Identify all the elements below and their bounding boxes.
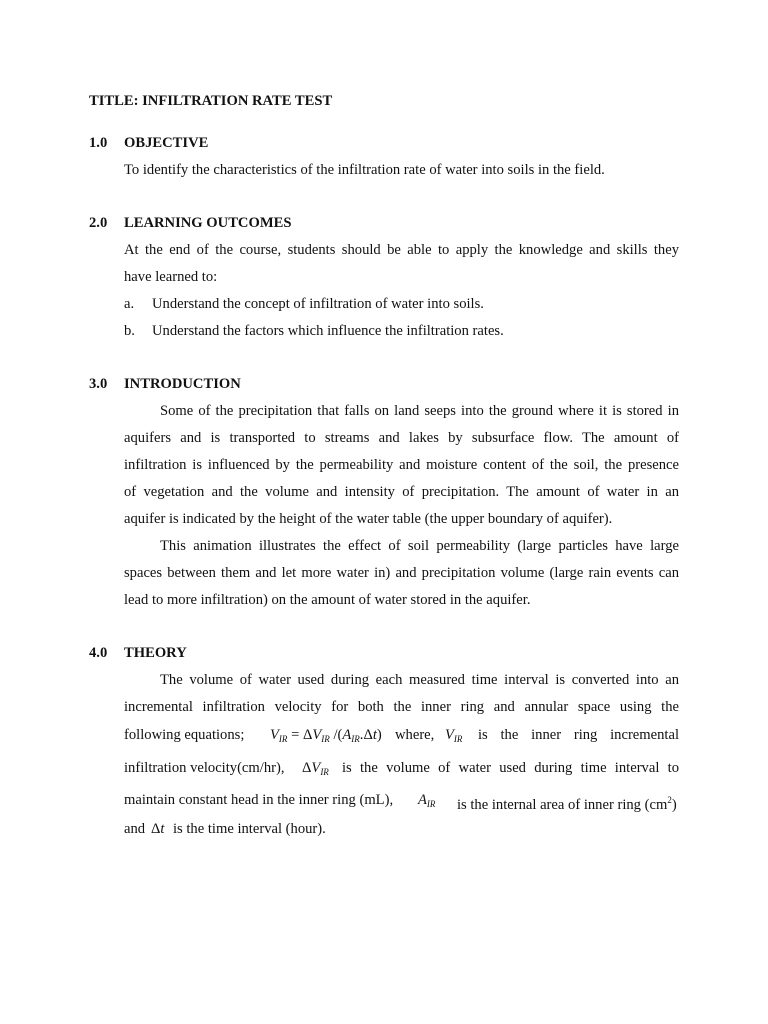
document-title: TITLE: INFILTRATION RATE TEST [89,93,333,109]
section-number-objective: 1.0 [89,135,108,151]
theory-line-4-tail: is the volume of water used during time interval to [342,760,679,776]
intro-line-1-text: At the end of the course, students should be able to apply the knowledge and skills they [124,242,679,258]
theory-line-6-tail: is the time interval (hour). [173,821,326,837]
section-heading-theory: THEORY [124,645,187,661]
intro-p1-line-5: aquifer is indicated by the height of the water table (the upper boundary of aquifer). [124,511,613,527]
intro-p1-line-4: of vegetation and the volume and intensity of precipitation. The amount of water in an [124,484,679,500]
learning-outcomes-intro-line-1 [124,241,679,259]
theory-line-3-where: where, [395,727,435,743]
section-heading-introduction: INTRODUCTION [124,376,241,392]
objective-text: To identify the characteristics of the infiltration rate of water into soils in the field. [124,162,605,178]
theory-line-5-tail: is the internal area of inner ring $(cm^2)$ [457,795,677,813]
intro-p2-line-3: lead to more infiltration) on the amount of water stored in the aquifer. [124,592,531,608]
section-heading-objective: OBJECTIVE [124,135,209,151]
theory-line-4-lead: infiltration velocity(cm/hr), [124,760,285,776]
theory-line-6-lead: and [124,821,146,837]
symbol-delta-v-ir: $\Delta V_{IR}$ [302,760,329,777]
list-item-marker-a: a. [124,296,135,312]
symbol-v-ir: $V_{IR}$ [445,727,463,744]
list-item-text-a: Understand the concept of infiltration of water into soils. [152,296,484,312]
intro-p2-line-2: spaces between them and let more water in) and precipitation volume (large rain events can [124,565,679,581]
intro-p1-line-1: Some of the precipitation that falls on land seeps into the ground where it is stored in [160,403,679,419]
intro-p1-line-2: aquifers and is transported to streams and lakes by subsurface flow. The amount of [124,430,679,446]
equation-infiltration-velocity: $V_{IR} = \Delta V_{IR}$ $/(A_{IR}.\Delta t)$ [270,727,382,744]
section-number-learning-outcomes: 2.0 [89,215,108,231]
section-heading-learning-outcomes: LEARNING OUTCOMES [124,215,292,231]
list-item-text-b: Understand the factors which influence the infiltration rates. [152,323,504,339]
theory-line-5-lead: maintain constant head in the inner ring (mL), [124,792,394,808]
symbol-delta-t: Δt [151,821,165,837]
intro-p2-line-1: This animation illustrates the effect of soil permeability (large particles have large [160,538,679,554]
theory-line-1: The volume of water used during each measured time interval is converted into an [160,672,679,688]
theory-line-3-lead: following equations; [124,727,245,743]
symbol-a-ir: $A_{IR}$ [418,792,436,809]
theory-line-3-tail: is the inner ring incremental [478,727,679,743]
learning-outcomes-intro-line-2: have learned to: [124,269,218,285]
intro-p1-line-3: infiltration is influenced by the permeability and moisture content of the soil, the presence [124,457,679,473]
list-item-marker-b: b. [124,323,135,339]
section-number-introduction: 3.0 [89,376,108,392]
section-number-theory: 4.0 [89,645,108,661]
theory-line-2: incremental infiltration velocity for both the inner ring and annular space using the [124,699,679,715]
